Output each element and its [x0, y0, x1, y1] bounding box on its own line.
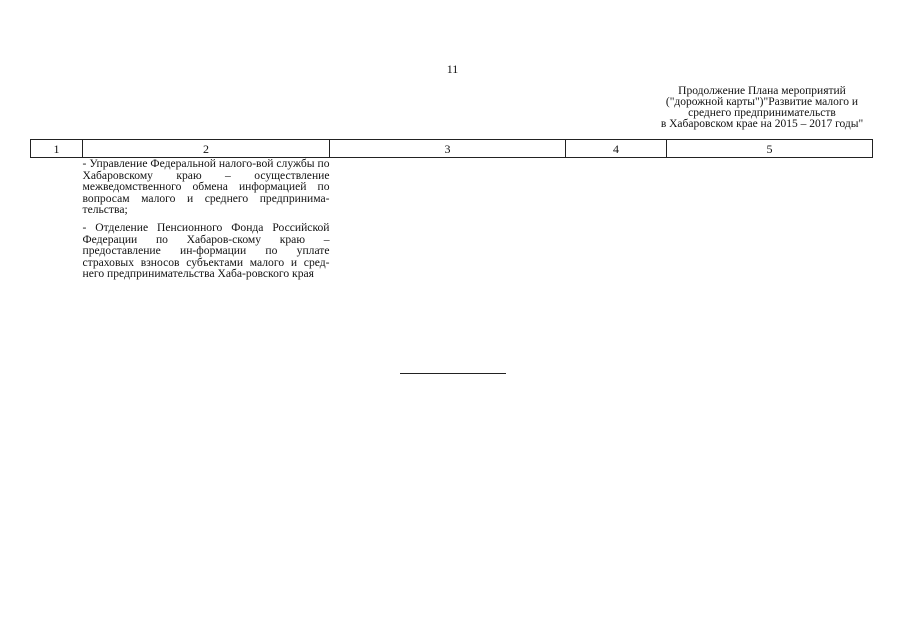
caption-line-2: ("дорожной карты")"Развитие малого и: [665, 96, 859, 108]
table-row: [31, 158, 873, 286]
caption-line-3: среднего предпринимательств: [688, 107, 836, 119]
footer-divider: [400, 373, 506, 374]
column-header-2: 2: [83, 140, 330, 158]
list-item: - Отделение Пенсионного Фонда Российской Федерации по Хабаров-скому краю – предоставление ин-формации по уплате страховых взносов субъектами малого и сред-него предпринимательства Хаба-ровского края: [82, 220, 330, 281]
list-item: - Управление Федеральной налого-вой службы по Хабаровскому краю – осуществление межведомственного обмена информацией по вопросам малого и среднего предпринима-тельства;: [82, 157, 330, 217]
table-cell-col3: [330, 158, 566, 286]
page-number: 11: [446, 62, 459, 76]
document-caption: [612, 86, 905, 130]
column-header-4: 4: [566, 140, 667, 158]
column-header-5: 5: [667, 140, 873, 158]
table-cell-col2: [83, 158, 330, 286]
caption-line-1: Продолжение Плана мероприятий: [678, 85, 846, 97]
table-cell-col4: [566, 158, 667, 286]
caption-line-4: в Хабаровском крае на 2015 – 2017 годы": [660, 118, 864, 130]
table-cell-col1: [31, 158, 83, 286]
table-cell-col5: [667, 158, 873, 286]
column-header-1: 1: [31, 140, 83, 158]
column-header-3: 3: [330, 140, 566, 158]
table-header-row: [31, 140, 873, 158]
plan-table: [30, 139, 873, 286]
